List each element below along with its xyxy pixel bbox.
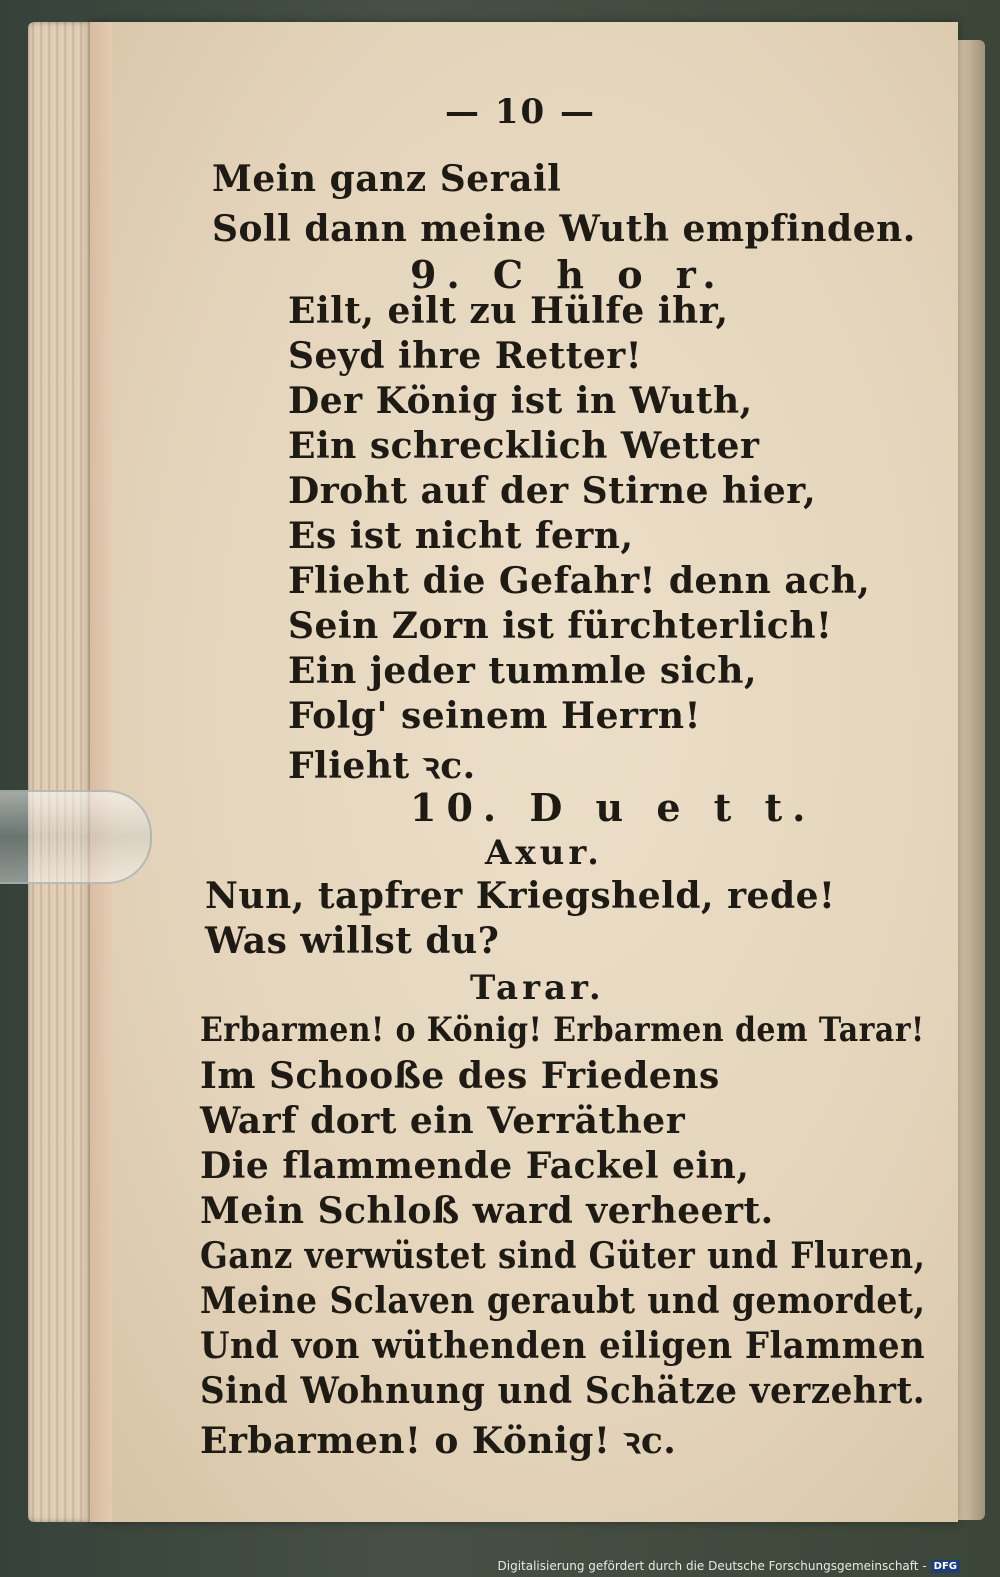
text-line: Sein Zorn ist fürchterlich! bbox=[288, 605, 833, 647]
text-line: Es ist nicht fern, bbox=[288, 515, 634, 557]
text-line: Eilt, eilt zu Hülfe ihr, bbox=[288, 290, 729, 332]
text-line: Ein schrecklich Wetter bbox=[288, 425, 760, 467]
text-line: Mein ganz Serail bbox=[212, 158, 562, 200]
text-line: Flieht die Gefahr! denn ach, bbox=[288, 560, 871, 602]
page-number: — 10 — bbox=[445, 92, 596, 132]
text-line: Im Schooße des Friedens bbox=[200, 1055, 720, 1097]
text-line: Nun, tapfrer Kriegsheld, rede! bbox=[205, 875, 836, 917]
text-line: Die flammende Fackel ein, bbox=[200, 1145, 750, 1187]
speaker-name: Axur. bbox=[485, 833, 603, 873]
text-line: Mein Schloß ward verheert. bbox=[200, 1190, 774, 1232]
text-line: Ganz verwüstet sind Güter und Fluren, bbox=[200, 1235, 926, 1277]
text-line: Soll dann meine Wuth empfinden. bbox=[212, 208, 916, 250]
credit-text: Digitalisierung gefördert durch die Deutsche Forschungsgemeinschaft - bbox=[497, 1559, 927, 1573]
speaker-name: Tarar. bbox=[470, 968, 605, 1008]
text-line: Der König ist in Wuth, bbox=[288, 380, 753, 422]
text-line: Meine Sclaven geraubt und gemordet, bbox=[200, 1280, 926, 1322]
section-heading: 10. D u e t t. bbox=[410, 785, 816, 830]
text-line: Sind Wohnung und Schätze verzehrt. bbox=[200, 1370, 926, 1412]
text-line: Und von wüthenden eiligen Flammen bbox=[200, 1325, 926, 1367]
text-line: Seyd ihre Retter! bbox=[288, 335, 643, 377]
text-line: Erbarmen! o König! Erbarmen dem Tarar! bbox=[200, 1010, 925, 1050]
text-line: Warf dort ein Verräther bbox=[200, 1100, 686, 1142]
text-line: Droht auf der Stirne hier, bbox=[288, 470, 817, 512]
text-line: Folg' seinem Herrn! bbox=[288, 695, 701, 737]
text-line: Ein jeder tummle sich, bbox=[288, 650, 757, 692]
text-line: Flieht ꝛc. bbox=[288, 745, 476, 787]
text-line: Erbarmen! o König! ꝛc. bbox=[200, 1420, 677, 1462]
digitization-credit bbox=[498, 1559, 961, 1573]
text-line: Was willst du? bbox=[205, 920, 500, 962]
section-heading: 9. C h o r. bbox=[410, 252, 726, 297]
dfg-logo: DFG bbox=[931, 1560, 960, 1573]
